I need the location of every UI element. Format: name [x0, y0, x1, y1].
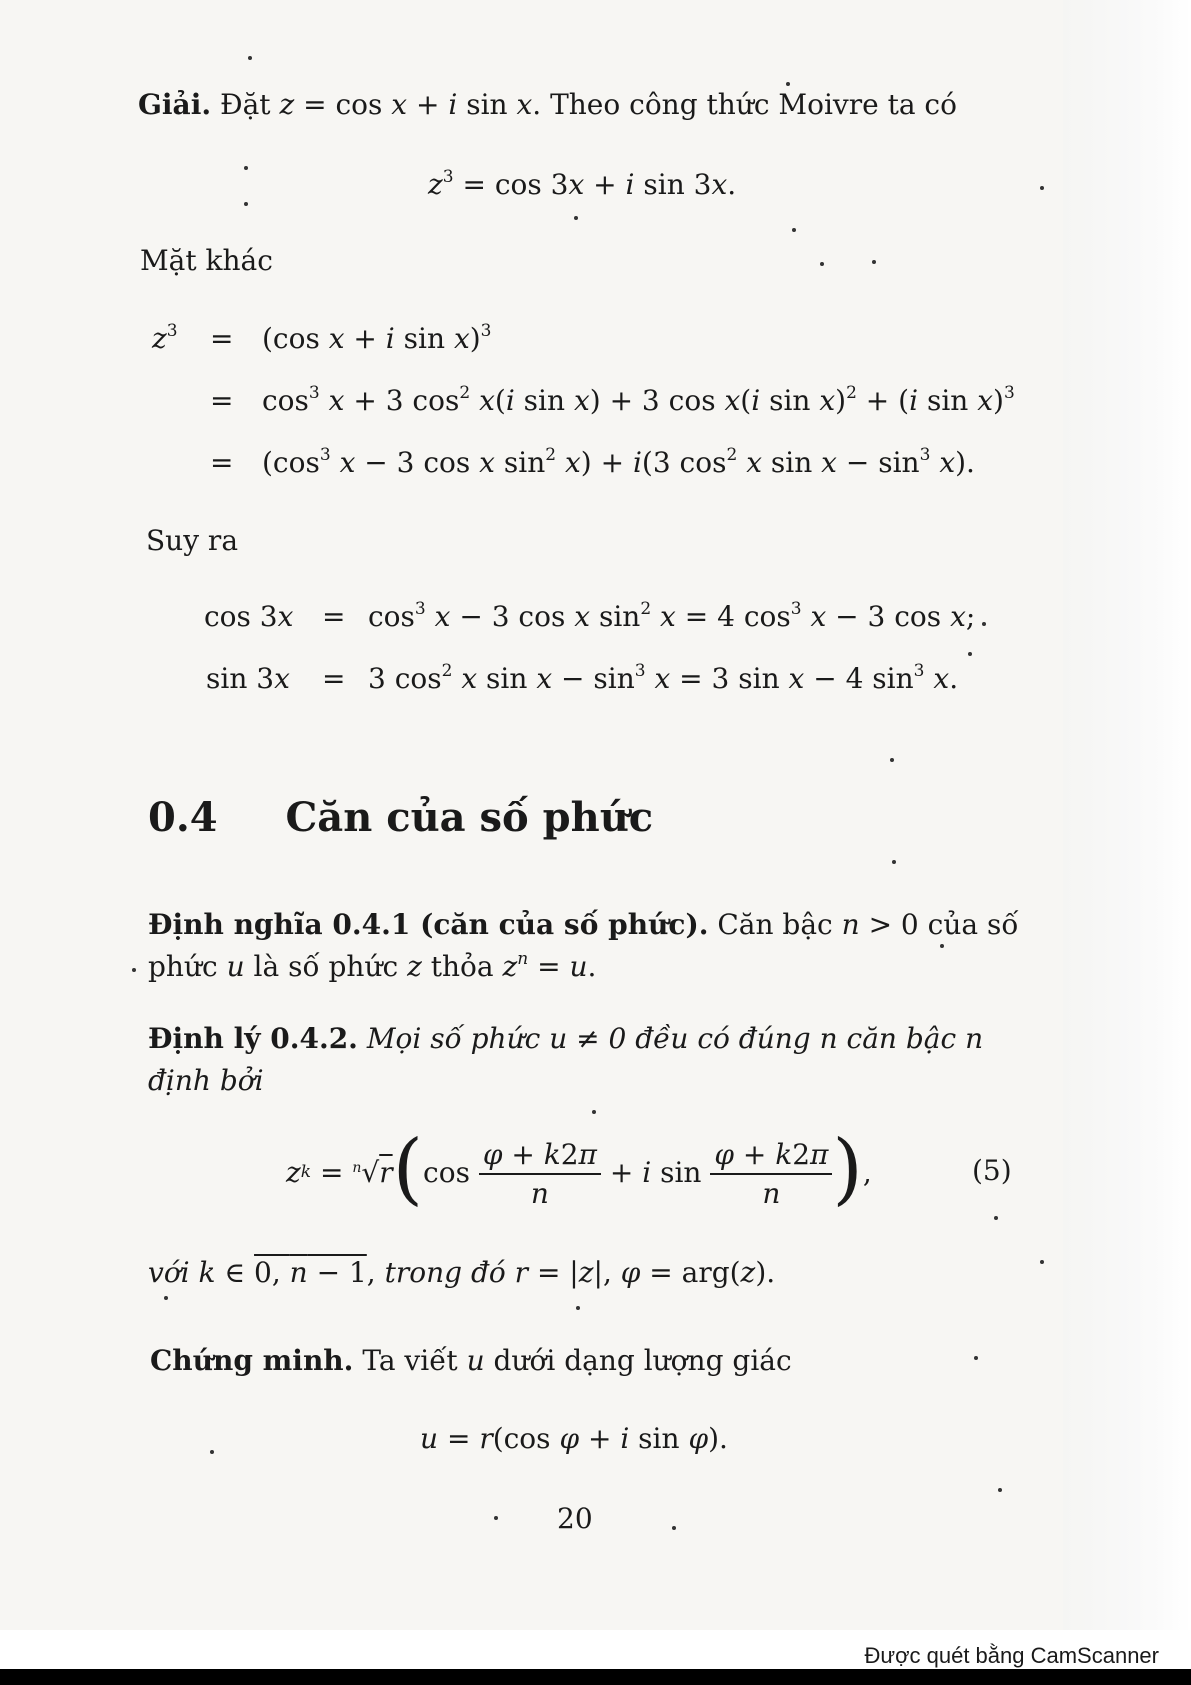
solution-text-b: Theo công thức Moivre ta có [550, 88, 957, 121]
proof-line: Chứng minh. Ta viết u dưới dạng lượng giác [150, 1344, 792, 1377]
section-number: 0.4 [148, 794, 218, 841]
cos3x-identity: $\cos^3 x - 3$ cos x $\sin^2 x = 4$ $\cos^3 x - 3$ cos x; [368, 599, 976, 633]
theorem-condition: với k ∈ 0, n − 1, trong đó r = |z|, φ = arg(z). [148, 1256, 776, 1289]
theorem-line-1: Định lý 0.4.2. Mọi số phức u ≠ 0 đều có đúng n căn bậc n [148, 1022, 984, 1055]
expansion-line-3: ($\cos^3$ x − 3 cos x $\sin^2 x) + i(3$ $\cos^2 x$ $\sin x - \sin^3 x$). [262, 445, 975, 479]
section-title: Căn của số phức [285, 794, 654, 841]
theorem-label: Định lý 0.4.2. [148, 1022, 358, 1055]
sin3x-identity: 3 $\cos^2 x$ $\sin x - \sin^3 x = 3$ sin x − 4 $\sin^3 x$. [368, 661, 959, 695]
section-heading [148, 794, 653, 841]
cos3x-label: cos 3x [204, 600, 294, 633]
sin3x-label: sin 3x [206, 662, 290, 695]
page-edge [1063, 0, 1191, 1630]
trig-form-equation: u = r(cos φ + i sin φ). [420, 1422, 728, 1455]
equation-number: (5) [972, 1154, 1012, 1187]
theorem-line-2: định bởi [148, 1064, 264, 1097]
solution-label: Giải. [138, 88, 212, 121]
solution-line: Giải. Đặt z = cos x + i sin x. Theo công thức Moivre ta có [138, 88, 957, 121]
definition-line-1: Định nghĩa 0.4.1 (căn của số phức). Căn bậc n > 0 của số [148, 908, 1019, 941]
definition-line-2: phức u là số phức z thỏa $z^n = u$. [148, 949, 597, 983]
scanner-watermark: Được quét bằng CamScanner [864, 1643, 1159, 1668]
proof-label: Chứng minh. [150, 1344, 354, 1377]
document-page: Giải. Đặt z = cos x + i sin x. Theo công thức Moivre ta có $z^3 = \cos 3x + i$ sin 3x. Mặt khác $z^3$ = (cos x + i sin x)$^3$ = $\cos^3 x + 3$ $\cos^2 x(i$ sin x) + 3 cos x(i sin x)$^2$ + (i sin x)$^3$ = ($\cos^3$ x − 3 cos x $\sin^2 x) + i(3$ $\cos^2 x$ $\sin x - \sin^3 x$). Suy ra cos 3x = $\cos^3 x - 3$ cos x $\sin^2 x = 4$ $\cos^3 x - 3$ cos x; sin 3x = 3 $\cos^2 x$ $\sin x - \sin^3 x = 3$ sin x − 4 $\sin^3 x$. 0.4 Căn của số phức Định nghĩa 0.4.1 (căn của số phức). Căn bậc n > 0 của số phức u là số phức z thỏa $z^n = u$. Định lý 0.4.2. Mọi số phức u ≠ 0 đều có đúng n căn bậc n định bởi z k = $^n$√ r ( cos $\frac{\varphi + k2\pi}{n}$ + i sin $\frac{\varphi + k2\pi}{n}$ ) , (5) với k ∈ 0, n − 1, trong đó r = |z|, φ = arg(z). Chứng minh. Ta viết u dưới dạng lượng giác u = r(cos φ + i sin φ). 20 [0, 0, 1191, 1685]
expansion-line-2: $\cos^3 x + 3$ $\cos^2 x(i$ sin x) + 3 cos x(i sin x)$^2$ + (i sin x)$^3$ [262, 383, 1015, 417]
moivre-equation: $z^3 = \cos 3x + i$ sin 3x. [428, 167, 737, 201]
page-number: 20 [557, 1502, 593, 1535]
text-mat-khac: Mặt khác [140, 244, 273, 277]
text-suy-ra: Suy ra [146, 524, 239, 557]
root-formula: z k = $^n$√ r ( cos $\frac{\varphi + k2\pi}{n}$ + i sin $\frac{\varphi + k2\pi}{n}$ ) , [286, 1124, 872, 1214]
definition-label: Định nghĩa 0.4.1 (căn của số phức). [148, 908, 709, 941]
solution-text-a: Đặt [219, 88, 271, 121]
bottom-bar [0, 1669, 1191, 1685]
expansion-line-1: $z^3$ [152, 321, 178, 355]
